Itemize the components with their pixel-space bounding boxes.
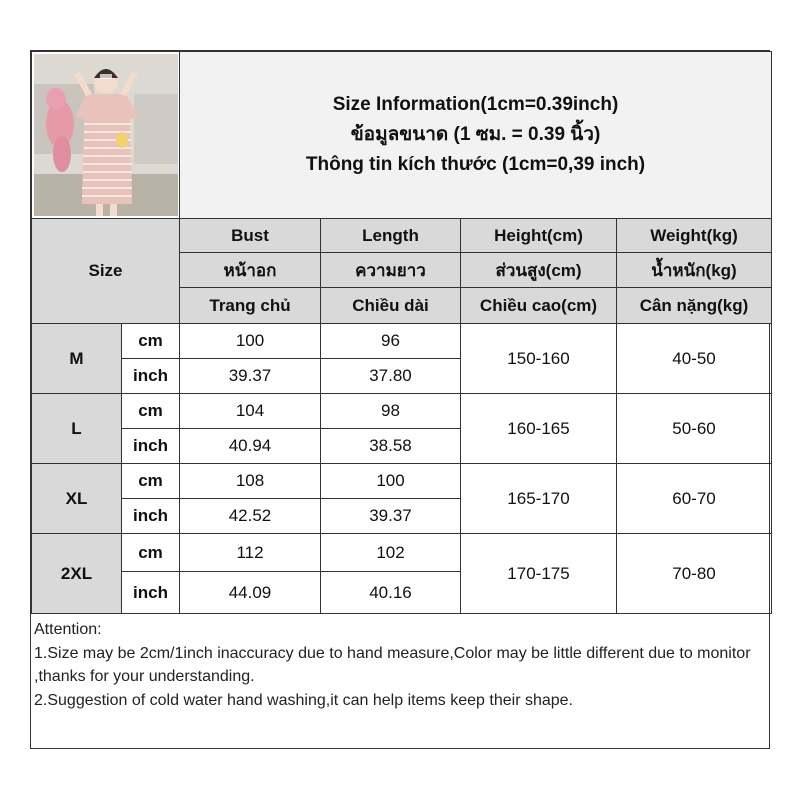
- weight-xl: 60-70: [617, 464, 772, 534]
- length-cm-2xl: 102: [321, 534, 461, 572]
- length-inch-2xl: 40.16: [321, 572, 461, 614]
- title-vietnamese: Thông tin kích thước (1cm=0,39 inch): [305, 154, 646, 175]
- attention-notes: [31, 614, 769, 716]
- height-xl: 165-170: [461, 464, 617, 534]
- size-info-title: [180, 52, 772, 219]
- product-photo: [34, 54, 178, 216]
- product-photo-cell: [32, 52, 180, 219]
- title-english: Size Information(1cm=0.39inch): [332, 94, 619, 115]
- size-name-2xl: 2XL: [32, 534, 122, 614]
- weight-l: 50-60: [617, 394, 772, 464]
- size-chart: [30, 50, 770, 749]
- unit-label-cm: cm: [122, 464, 180, 499]
- header-weight-vi: Cân nặng(kg): [617, 288, 772, 324]
- attention-heading: Attention:: [34, 621, 102, 638]
- length-inch-l: 38.58: [321, 429, 461, 464]
- bust-cm-l: 104: [180, 394, 321, 429]
- bust-inch-2xl: 44.09: [180, 572, 321, 614]
- bust-inch-l: 40.94: [180, 429, 321, 464]
- header-length-en: Length: [321, 219, 461, 253]
- length-cm-l: 98: [321, 394, 461, 429]
- header-bust-en: Bust: [180, 219, 321, 253]
- size-header: Size: [32, 219, 180, 324]
- header-length-th: ความยาว: [321, 253, 461, 288]
- height-2xl: 170-175: [461, 534, 617, 614]
- unit-label-inch: inch: [122, 359, 180, 394]
- header-height-vi: Chiều cao(cm): [461, 288, 617, 324]
- height-l: 160-165: [461, 394, 617, 464]
- unit-label-inch: inch: [122, 429, 180, 464]
- bust-cm-xl: 108: [180, 464, 321, 499]
- header-weight-en: Weight(kg): [617, 219, 772, 253]
- header-weight-th: น้ำหนัก(kg): [617, 253, 772, 288]
- height-m: 150-160: [461, 324, 617, 394]
- size-table: [31, 51, 772, 614]
- unit-label-cm: cm: [122, 394, 180, 429]
- header-height-th: ส่วนสูง(cm): [461, 253, 617, 288]
- bust-cm-m: 100: [180, 324, 321, 359]
- size-name-m: M: [32, 324, 122, 394]
- length-cm-m: 96: [321, 324, 461, 359]
- unit-label-inch: inch: [122, 499, 180, 534]
- length-inch-xl: 39.37: [321, 499, 461, 534]
- header-length-vi: Chiều dài: [321, 288, 461, 324]
- header-bust-th: หน้าอก: [180, 253, 321, 288]
- length-cm-xl: 100: [321, 464, 461, 499]
- size-name-l: L: [32, 394, 122, 464]
- bust-inch-xl: 42.52: [180, 499, 321, 534]
- header-height-en: Height(cm): [461, 219, 617, 253]
- unit-label-cm: cm: [122, 324, 180, 359]
- weight-m: 40-50: [617, 324, 772, 394]
- bust-inch-m: 39.37: [180, 359, 321, 394]
- title-thai: ข้อมูลขนาด (1 ซม. = 0.39 นิ้ว): [350, 124, 601, 145]
- note-size-accuracy: 1.Size may be 2cm/1inch inaccuracy due to hand measure,Color may be little different due to monitor ,thanks for your understanding.: [34, 644, 751, 685]
- note-washing: 2.Suggestion of cold water hand washing,it can help items keep their shape.: [34, 691, 573, 709]
- bust-cm-2xl: 112: [180, 534, 321, 572]
- unit-label-cm: cm: [122, 534, 180, 572]
- weight-2xl: 70-80: [617, 534, 772, 614]
- model-in-striped-dress-image: [34, 54, 178, 216]
- unit-label-inch: inch: [122, 572, 180, 614]
- header-bust-vi: Trang chủ: [180, 288, 321, 324]
- length-inch-m: 37.80: [321, 359, 461, 394]
- size-name-xl: XL: [32, 464, 122, 534]
